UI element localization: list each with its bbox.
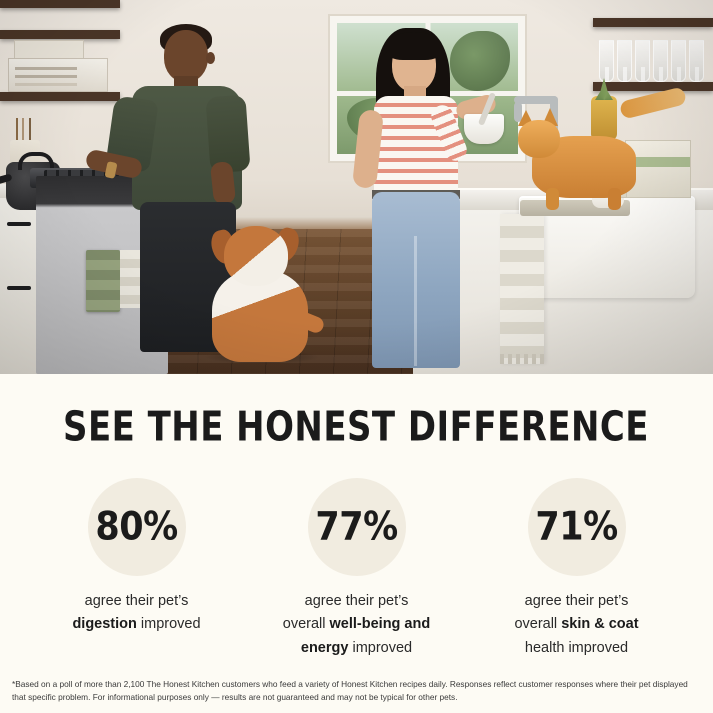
cat-front-leg — [546, 188, 559, 210]
glassware-row — [597, 32, 709, 82]
footnote-disclaimer: *Based on a poll of more than 2,100 The Honest Kitchen customers who feed a variety of Honest Kitchen recipes daily. Responses reflect customer responses where their pet displayed that specific problem. For informational purposes only — results are not guaranteed and may not be typical for other pets. — [12, 679, 688, 702]
cat-back-leg — [608, 188, 621, 210]
stats-section — [0, 374, 713, 713]
stat-percent: 77% — [315, 504, 398, 550]
stat-line-1: agree their pet’s — [84, 593, 189, 609]
stat-line-2-bold: skin & coat — [561, 616, 639, 633]
stat-line-3-plain: improved — [348, 639, 413, 656]
man-forearm-right — [210, 161, 236, 205]
page-title: SEE THE HONEST DIFFERENCE — [63, 404, 650, 452]
stat-line-2-plain: overall — [514, 616, 562, 633]
drinking-glass — [617, 40, 632, 82]
stat-card-wellbeing — [250, 478, 464, 660]
shelf-left-middle — [0, 30, 120, 39]
man-head — [164, 30, 208, 82]
person-woman — [352, 10, 492, 374]
shelf-box — [14, 40, 84, 60]
cat-tail — [619, 86, 687, 119]
stat-card-digestion — [30, 478, 244, 637]
stat-circle — [528, 478, 626, 576]
stat-percent: 80% — [95, 504, 178, 550]
drinking-glass — [635, 40, 650, 82]
left-cabinets — [0, 196, 38, 374]
shelf-right-top — [593, 18, 713, 27]
stat-card-skin-coat — [470, 478, 684, 660]
shelf-left-top — [0, 0, 120, 8]
man-ear — [206, 52, 215, 64]
woman-hair-front — [386, 32, 442, 60]
hanging-dish-towel — [500, 214, 544, 364]
stat-line-2-plain: overall — [282, 616, 330, 633]
drinking-glass — [599, 40, 614, 82]
stat-line-2-bold: digestion — [72, 616, 137, 633]
man-wristwatch — [104, 161, 117, 179]
stat-line-3-plain: health improved — [524, 639, 629, 656]
shelf-left-lower — [0, 92, 120, 101]
stat-line-3-bold: energy — [300, 639, 349, 656]
stat-line-1: agree their pet’s — [524, 593, 629, 609]
cat — [512, 92, 690, 218]
dog — [198, 218, 326, 364]
stat-description — [283, 590, 430, 660]
dog-head — [224, 226, 288, 286]
stat-line-1: agree their pet’s — [304, 593, 409, 609]
stat-description — [72, 590, 200, 637]
stacked-books — [8, 58, 108, 92]
stat-line-2-bold: well-being and — [329, 616, 431, 633]
drinking-glass — [653, 40, 668, 82]
stat-circle — [88, 478, 186, 576]
shelf-right-lower — [593, 82, 713, 91]
drinking-glass — [689, 40, 704, 82]
stat-description — [514, 590, 638, 660]
cat-head — [518, 120, 560, 158]
stats-row — [14, 478, 699, 660]
stat-percent: 71% — [535, 504, 618, 550]
drinking-glass — [671, 40, 686, 82]
stat-circle — [308, 478, 406, 576]
stat-line-2-plain: improved — [136, 616, 201, 633]
woman-jeans — [372, 192, 460, 368]
man-sleeve-right — [205, 95, 250, 174]
